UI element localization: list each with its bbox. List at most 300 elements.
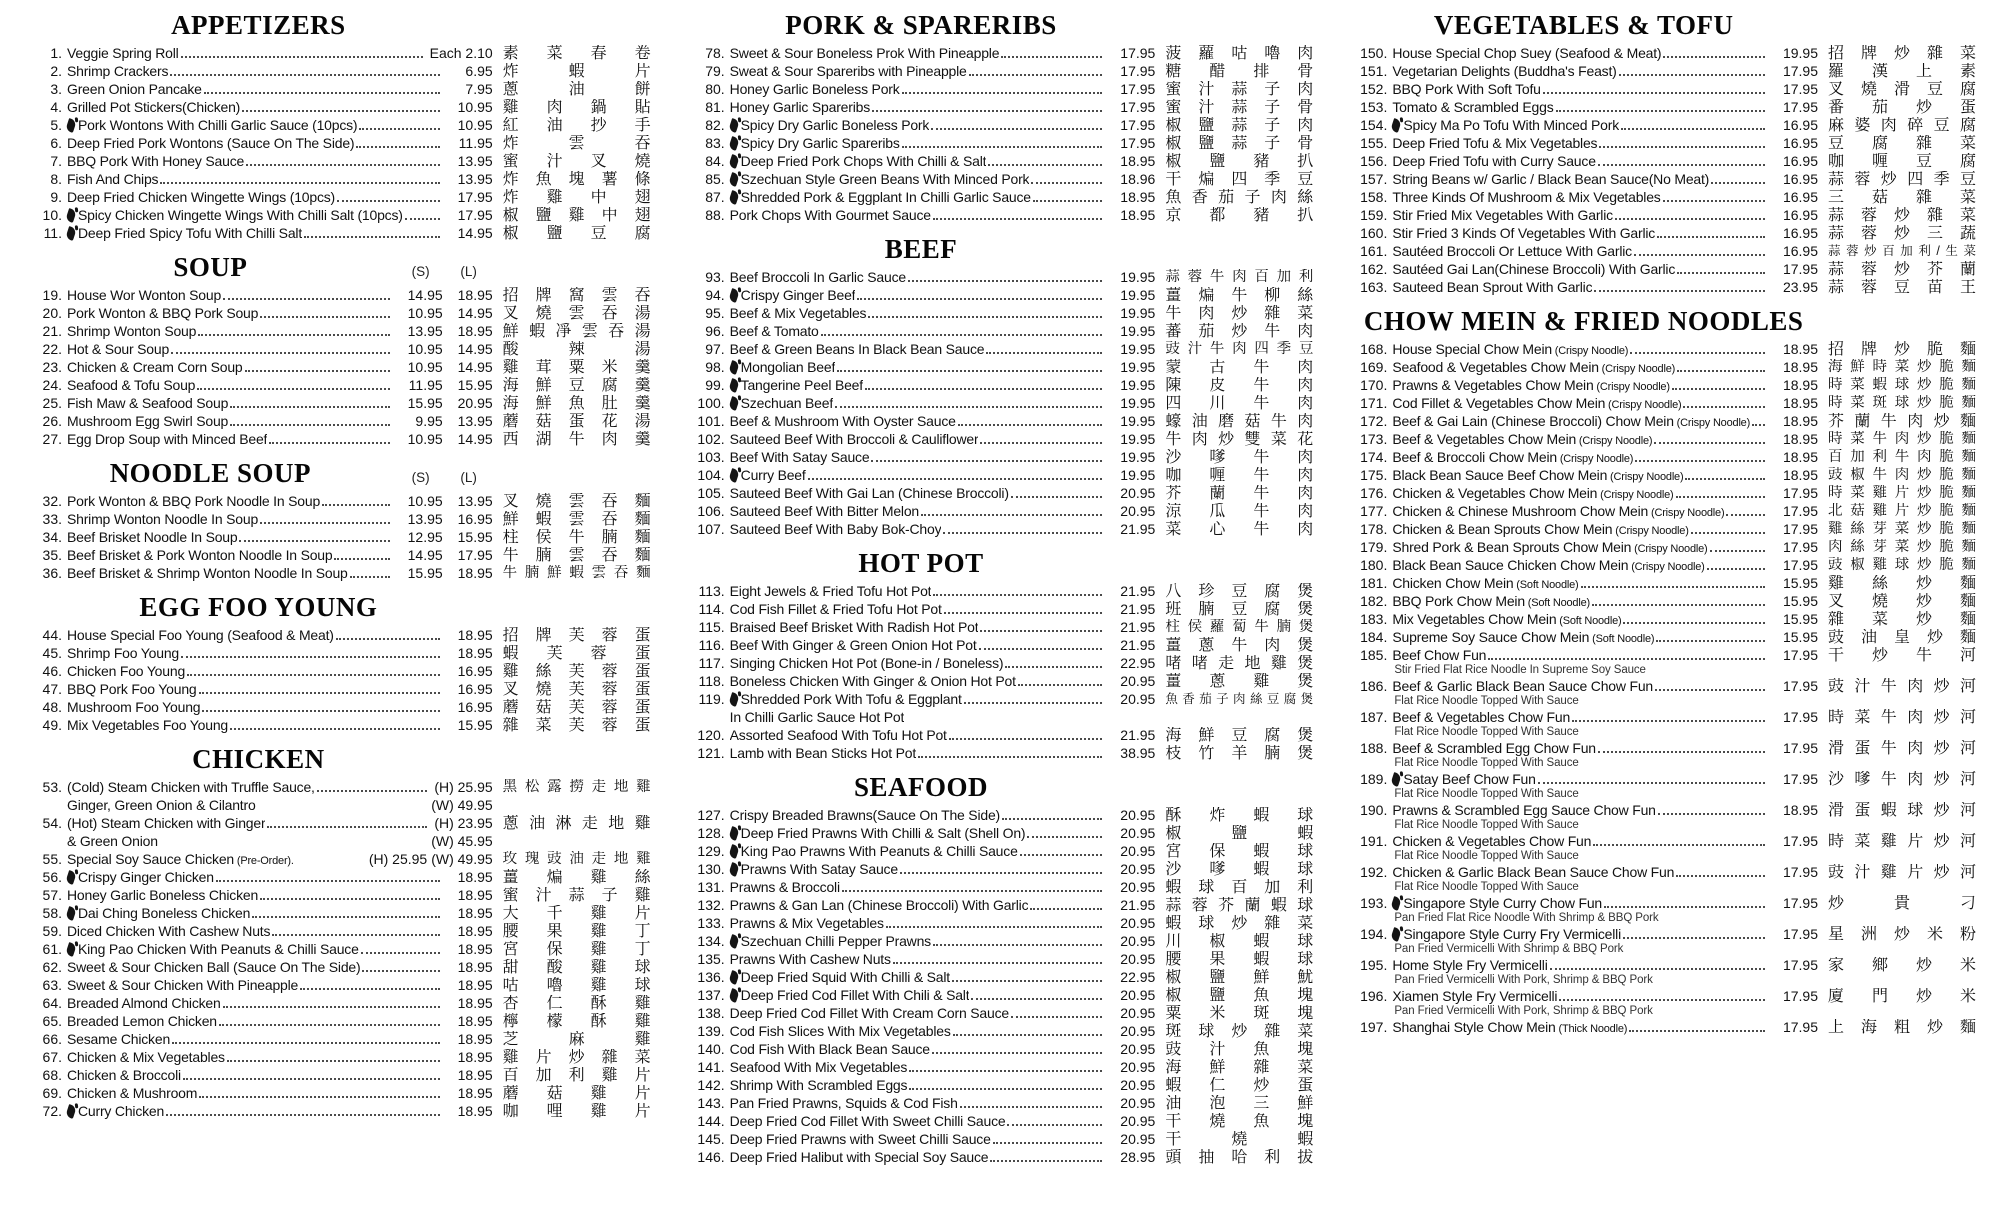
- item-price-large: 15.95: [457, 529, 493, 545]
- item-number: 151.: [1360, 63, 1388, 79]
- chili-pepper-icon: [728, 692, 740, 707]
- chinese-character: 鮮: [1198, 726, 1215, 744]
- chinese-character: 菜: [1165, 520, 1182, 538]
- chinese-character: 蝦: [1165, 1076, 1182, 1094]
- chinese-character: 牌: [535, 286, 552, 304]
- item-price: 13.95: [457, 171, 493, 187]
- item-chinese: [1165, 269, 1313, 286]
- leader-dots: [1677, 272, 1765, 274]
- chinese-character: 椒: [502, 206, 519, 224]
- item-name: Fish Maw & Seafood Soup: [67, 395, 229, 411]
- leader-dots: [1683, 406, 1765, 408]
- chinese-character: 嗲: [1209, 448, 1226, 466]
- menu-item: [1349, 278, 1976, 296]
- menu-item: [1349, 863, 1976, 881]
- chinese-character: 河: [1959, 708, 1976, 726]
- chinese-character: 珍: [1198, 582, 1215, 600]
- item-price: 20.95: [1120, 843, 1156, 859]
- chinese-character: 絲: [1850, 520, 1865, 537]
- item-name: [1392, 538, 1707, 558]
- chinese-character: 河: [1959, 739, 1976, 757]
- menu-section: [24, 252, 651, 448]
- chinese-character: 喱: [1209, 466, 1226, 484]
- item-number: 161.: [1360, 243, 1388, 259]
- chinese-character: 檬: [546, 1012, 563, 1030]
- item-number: 197.: [1360, 1019, 1388, 1035]
- item-subtext: Flat Rice Noodle Topped With Sauce: [1394, 726, 1579, 738]
- item-number: 131.: [697, 879, 725, 895]
- chinese-character: 麵: [1961, 394, 1977, 411]
- item-chinese: [503, 565, 651, 582]
- leader-dots: [272, 934, 439, 936]
- chinese-character: 芥: [1165, 484, 1182, 502]
- item-name-text: Mix Vegetables Chow Mein: [1392, 611, 1557, 627]
- item-price: 11.95: [458, 135, 493, 151]
- item-name: Fish And Chips: [67, 171, 159, 187]
- item-number: 163.: [1360, 279, 1388, 295]
- item-name: Beef Brisket & Pork Wonton Noodle In Soup: [67, 547, 333, 563]
- chinese-character: 粗: [1893, 1018, 1910, 1036]
- leader-dots: [837, 370, 1102, 372]
- item-name: House Special Foo Young (Seafood & Meat): [67, 627, 334, 643]
- chinese-character: 汁: [535, 886, 552, 904]
- chinese-character: 加: [1264, 878, 1281, 896]
- item-name: [1392, 574, 1578, 594]
- item-name: Beef Broccoli In Garlic Sauce: [729, 269, 906, 285]
- item-name: [1392, 340, 1628, 360]
- item-name: Deep Fried Pork Chops With Chilli & Salt: [740, 153, 987, 169]
- leader-dots: [197, 388, 389, 390]
- item-chinese: [1165, 825, 1313, 842]
- item-note: (Crispy Noodle): [1648, 507, 1725, 519]
- item-name-text: Chicken Chow Mein: [1392, 575, 1514, 591]
- chinese-character: 蛋: [1854, 739, 1871, 757]
- chinese-character: 肉: [1297, 520, 1314, 538]
- item-chinese: [1165, 843, 1313, 860]
- item-number: 5.: [50, 117, 62, 133]
- item-price: 17.95: [1782, 895, 1819, 911]
- chinese-character: 牛: [1880, 708, 1897, 726]
- chinese-character: 時: [1828, 394, 1843, 411]
- item-name: Sweet & Sour Chicken With Pineapple: [67, 977, 299, 993]
- chinese-character: 牛: [1915, 646, 1932, 664]
- menu-item: [687, 672, 1314, 690]
- leader-dots: [1031, 182, 1102, 184]
- menu-item: [687, 600, 1314, 618]
- chinese-character: 海: [502, 376, 519, 394]
- chinese-character: 炒: [1915, 987, 1932, 1005]
- item-price-small: 13.95: [407, 511, 443, 527]
- section-title-row: [24, 592, 651, 622]
- item-number: 121.: [697, 745, 725, 761]
- item-name: Hot & Sour Soup: [67, 341, 170, 357]
- item-name: Shrimp Crackers: [67, 63, 169, 79]
- chinese-character: 脆: [1939, 430, 1954, 447]
- chinese-character: 麵: [1959, 412, 1976, 430]
- item-number: 116.: [698, 637, 725, 653]
- chinese-character: 三: [1926, 224, 1943, 242]
- item-number: 135.: [697, 951, 725, 967]
- leader-dots: [902, 146, 1103, 148]
- item-number: 96.: [705, 323, 725, 339]
- item-price: 17.95: [1782, 503, 1819, 519]
- menu-item: [687, 842, 1314, 860]
- leader-dots: [337, 200, 440, 202]
- chinese-character: 子: [1264, 80, 1281, 98]
- item-price: 20.95: [1120, 673, 1156, 689]
- menu-section: [24, 10, 651, 242]
- leader-dots: [1656, 640, 1765, 642]
- leader-dots: [908, 280, 1102, 282]
- item-number: 143.: [697, 1095, 725, 1111]
- item-number: 34.: [42, 529, 62, 545]
- menu-item: [687, 430, 1314, 448]
- chinese-character: 蛋: [568, 412, 585, 430]
- chinese-character: 炒: [1893, 340, 1910, 358]
- item-name: Spicy Dry Garlic Boneless Pork: [740, 117, 930, 133]
- item-number: 145.: [697, 1131, 725, 1147]
- chili-pepper-icon: [65, 906, 77, 921]
- menu-item: [24, 98, 651, 116]
- section-title: APPETIZERS: [171, 10, 346, 40]
- item-number: 182.: [1360, 593, 1388, 609]
- menu-item: [1349, 448, 1976, 466]
- chinese-character: 湯: [634, 304, 651, 322]
- chinese-character: 炒: [1926, 628, 1943, 646]
- menu-item: [24, 1084, 651, 1102]
- item-price: 18.95: [457, 959, 493, 975]
- chinese-character: 鹽: [1198, 134, 1215, 152]
- chinese-character: 蝦: [1253, 932, 1270, 950]
- item-price: 16.95: [457, 681, 493, 697]
- chinese-character: 干: [1165, 1130, 1182, 1148]
- chinese-character: 汁: [546, 152, 563, 170]
- chinese-character: 炒: [1933, 770, 1950, 788]
- chinese-character: 古: [1209, 358, 1226, 376]
- menu-item: [687, 322, 1314, 340]
- chinese-character: 麵: [1959, 1018, 1976, 1036]
- chinese-character: 肉: [1297, 412, 1314, 430]
- chinese-character: 滑: [1828, 801, 1845, 819]
- chinese-character: 菇: [1872, 188, 1889, 206]
- item-number: 7.: [50, 153, 62, 169]
- chinese-character: 家: [1828, 956, 1845, 974]
- chinese-character: 牛: [1270, 412, 1287, 430]
- menu-item: [687, 932, 1314, 950]
- item-price: 17.95: [1782, 261, 1819, 277]
- item-name: Three Kinds Of Mushroom & Mix Vegetables: [1392, 189, 1661, 205]
- chinese-character: 都: [1209, 206, 1226, 224]
- chinese-character: 炒: [1893, 224, 1910, 242]
- menu-item: [687, 62, 1314, 80]
- chinese-character: 干: [1165, 1112, 1182, 1130]
- section-title: SEAFOOD: [853, 772, 989, 802]
- item-chinese: [1165, 395, 1313, 412]
- chinese-character: 酥: [590, 994, 607, 1012]
- size-label-small: (S): [411, 264, 430, 279]
- chinese-character: 薑: [502, 868, 519, 886]
- section-title: HOT POT: [858, 548, 984, 578]
- chinese-character: 羹: [634, 394, 651, 412]
- item-name: Sauteed Beef With Baby Bok-Choy: [729, 521, 942, 537]
- chili-pepper-icon: [65, 226, 77, 241]
- item-number: 1.: [50, 45, 62, 61]
- item-name: [1392, 484, 1673, 504]
- leader-dots: [932, 1052, 1102, 1054]
- menu-section: [687, 772, 1314, 1166]
- chinese-character: 菜: [1959, 206, 1976, 224]
- chinese-character: 北: [1828, 502, 1843, 519]
- item-name: BBQ Pork Foo Young: [67, 681, 197, 697]
- chinese-character: 婆: [1854, 116, 1871, 134]
- item-price-small: (H) 25.95: [368, 851, 428, 867]
- chinese-character: 片: [634, 1102, 651, 1120]
- chinese-character: 蒜: [1828, 243, 1841, 258]
- chinese-character: 椒: [1165, 116, 1182, 134]
- leader-dots: [933, 218, 1103, 220]
- chinese-character: 蝦: [1880, 801, 1897, 819]
- item-chinese: [1165, 63, 1313, 80]
- chinese-character: 肉: [1297, 376, 1314, 394]
- chinese-character: 吞: [601, 492, 618, 510]
- chinese-character: 脆: [1939, 358, 1954, 375]
- item-price: 17.95: [1120, 81, 1156, 97]
- menu-item: [687, 654, 1314, 672]
- chinese-character: 四: [1231, 170, 1248, 188]
- leader-dots: [350, 576, 390, 578]
- menu-item: [1349, 466, 1976, 484]
- chinese-character: 蓉: [1854, 170, 1871, 188]
- item-price-large: 14.95: [457, 431, 493, 447]
- chinese-character: 蛋: [634, 662, 651, 680]
- chinese-character: 湖: [535, 430, 552, 448]
- chinese-character: 片: [1907, 863, 1924, 881]
- leader-dots: [202, 710, 439, 712]
- item-price: 21.95: [1120, 521, 1156, 537]
- chinese-character: 餅: [634, 80, 651, 98]
- item-price: 20.95: [1120, 1005, 1156, 1021]
- menu-item: [687, 466, 1314, 484]
- item-number: 190.: [1360, 802, 1388, 818]
- menu-item: [1349, 708, 1976, 726]
- chinese-character: 肉: [601, 430, 618, 448]
- item-chinese: [503, 645, 651, 662]
- chinese-character: 蛋: [634, 626, 651, 644]
- item-chinese: [1828, 521, 1976, 538]
- item-chinese: [503, 63, 651, 80]
- chinese-character: 芥: [1218, 896, 1235, 914]
- chinese-character: 牛: [1872, 466, 1888, 483]
- item-price: 20.95: [1120, 1041, 1156, 1057]
- item-chinese: [503, 717, 651, 734]
- item-subtext: Flat Rice Noodle Topped With Sauce: [1394, 757, 1579, 769]
- leader-dots: [245, 370, 390, 372]
- chinese-character: 京: [1165, 206, 1182, 224]
- chinese-character: 蝦: [1253, 950, 1270, 968]
- chinese-character: 燒: [535, 304, 552, 322]
- chinese-character: 米: [1959, 956, 1976, 974]
- chinese-character: 鹽: [535, 206, 552, 224]
- menu-item: [24, 44, 651, 62]
- item-price: 20.95: [1120, 987, 1156, 1003]
- chinese-character: 百: [1254, 268, 1269, 285]
- chinese-character: 煲: [1297, 726, 1314, 744]
- chinese-character: 鹽: [1209, 986, 1226, 1004]
- item-note: (Soft Noodle): [1524, 597, 1590, 609]
- menu-item: [687, 116, 1314, 134]
- item-price: 21.95: [1120, 727, 1156, 743]
- section-title-row: [687, 548, 1314, 578]
- item-name: House Wor Wonton Soup: [67, 287, 222, 303]
- chinese-character: 腩: [601, 528, 618, 546]
- chinese-character: 鹽: [1198, 116, 1215, 134]
- item-name-text: Shanghai Style Chow Mein: [1392, 1019, 1556, 1035]
- item-price: 18.95: [1782, 802, 1819, 818]
- menu-item: [1349, 925, 1976, 943]
- chinese-character: 皮: [1209, 376, 1226, 394]
- item-chinese: [1828, 261, 1976, 278]
- section-title: CHOW MEIN & FRIED NOODLES: [1363, 306, 1804, 336]
- item-name: Vegetarian Delights (Buddha's Feast): [1392, 63, 1617, 79]
- menu-section: [1349, 306, 1976, 1036]
- item-chinese: [1165, 431, 1313, 448]
- menu-item: [24, 188, 651, 206]
- item-name: Eight Jewels & Fried Tofu Hot Pot: [729, 583, 932, 599]
- chinese-character: 炒: [1926, 1018, 1943, 1036]
- chinese-character: 地: [613, 778, 629, 795]
- chinese-character: 咖: [1828, 152, 1845, 170]
- item-number: 64.: [42, 995, 62, 1011]
- chinese-character: 雞: [502, 662, 519, 680]
- chinese-character: 肉: [1297, 80, 1314, 98]
- chinese-character: 紅: [502, 116, 519, 134]
- item-price-large: 18.95: [457, 565, 493, 581]
- menu-item: [687, 806, 1314, 824]
- chinese-character: 麵: [1961, 448, 1977, 465]
- menu-item: [24, 286, 651, 304]
- chinese-character: 斑: [1253, 1004, 1270, 1022]
- chinese-character: 貴: [1894, 894, 1911, 912]
- leader-dots: [362, 970, 439, 972]
- section-title-row: [24, 458, 651, 488]
- item-name: Curry Chicken: [78, 1103, 165, 1119]
- chinese-character: 蒜: [1828, 278, 1845, 296]
- item-price-large: 14.95: [457, 305, 493, 321]
- item-price: 20.95: [1120, 915, 1156, 931]
- menu-section: [24, 592, 651, 734]
- chinese-character: 海: [1165, 726, 1182, 744]
- chinese-character: 磨: [1218, 412, 1235, 430]
- chinese-character: 球: [1198, 1022, 1215, 1040]
- chinese-character: 蓉: [601, 626, 618, 644]
- item-name: Deep Fried Squid With Chilli & Salt: [740, 969, 950, 985]
- item-price: 19.95: [1120, 269, 1156, 285]
- item-name-text: Chicken & Bean Sprouts Chow Mein: [1392, 521, 1613, 537]
- chinese-character: 蔥: [502, 80, 519, 98]
- menu-item: [687, 824, 1314, 842]
- chinese-character: 肉: [1232, 268, 1247, 285]
- item-price: 20.95: [1120, 951, 1156, 967]
- chinese-character: 醋: [1209, 62, 1226, 80]
- leader-dots: [933, 944, 1102, 946]
- section-title-row: [687, 10, 1314, 40]
- menu-item: [687, 1058, 1314, 1076]
- chinese-character: 肉: [1828, 538, 1843, 555]
- chinese-character: 蝦: [568, 62, 585, 80]
- item-chinese: [1828, 629, 1976, 646]
- item-number: 137.: [697, 987, 725, 1003]
- chinese-character: 啫: [1191, 654, 1208, 672]
- chinese-character: 雞: [636, 778, 651, 795]
- chinese-character: 魚: [1165, 691, 1178, 706]
- item-chinese: [503, 359, 651, 376]
- menu-item: [1349, 628, 1976, 646]
- menu-item: [687, 1094, 1314, 1112]
- size-label-large: (L): [460, 470, 477, 485]
- chinese-character: 番: [1828, 98, 1845, 116]
- chinese-character: 炒: [1218, 430, 1235, 448]
- item-price: 20.95: [1120, 1059, 1156, 1075]
- item-name: [1392, 376, 1669, 396]
- section-title-row: [24, 744, 651, 774]
- item-number: 101.: [697, 413, 725, 429]
- item-number: 56.: [42, 869, 62, 885]
- item-name-text: Beef & Broccoli Chow Mein: [1392, 449, 1557, 465]
- chinese-character: 雞: [634, 886, 651, 904]
- chinese-character: 肉: [1233, 691, 1246, 706]
- item-price: 20.95: [1120, 1113, 1156, 1129]
- chinese-character: 肉: [1297, 116, 1314, 134]
- item-number: 2.: [50, 63, 62, 79]
- chinese-character: 蛋: [634, 680, 651, 698]
- chinese-character: 絲: [535, 662, 552, 680]
- item-chinese: [503, 287, 651, 304]
- leader-dots: [1623, 622, 1765, 624]
- chinese-character: 走: [1218, 654, 1235, 672]
- chinese-character: 魚: [1253, 1040, 1270, 1058]
- item-note: (Crispy Noodle): [1607, 471, 1684, 483]
- chinese-character: 米: [1959, 987, 1976, 1005]
- menu-item: [24, 1066, 651, 1084]
- leader-dots: [183, 1078, 440, 1080]
- item-name-text: Chicken & Vegetables Chow Mein: [1392, 485, 1598, 501]
- chinese-character: 蒙: [1165, 358, 1182, 376]
- section-title: EGG FOO YOUNG: [139, 592, 378, 622]
- chinese-character: 湯: [634, 412, 651, 430]
- item-chinese: [1828, 709, 1976, 726]
- item-number: 84.: [705, 153, 725, 169]
- chinese-character: 加: [535, 1066, 552, 1084]
- item-number: 140.: [697, 1041, 725, 1057]
- item-note: (Crispy Noodle): [1673, 417, 1751, 429]
- item-name: BBQ Pork With Honey Sauce: [67, 153, 245, 169]
- chinese-character: 雞: [502, 358, 519, 376]
- item-price: 18.95: [457, 941, 493, 957]
- item-chinese: [1165, 449, 1313, 466]
- chili-pepper-icon: [65, 942, 77, 957]
- chinese-character: 蓉: [1861, 224, 1878, 242]
- item-name: Szechuan Chilli Pepper Prawns: [740, 933, 931, 949]
- item-price: 17.95: [1782, 521, 1819, 537]
- chinese-character: 黑: [502, 778, 518, 795]
- item-number: 53.: [42, 779, 62, 795]
- chinese-character: 炒: [1917, 394, 1932, 411]
- item-name-text: Shred Pork & Bean Sprouts Chow Mein: [1392, 539, 1632, 555]
- chinese-character: 麵: [1961, 430, 1977, 447]
- chinese-character: 走: [581, 814, 598, 832]
- chinese-character: 生: [1945, 243, 1958, 258]
- chinese-character: 豆: [1231, 726, 1248, 744]
